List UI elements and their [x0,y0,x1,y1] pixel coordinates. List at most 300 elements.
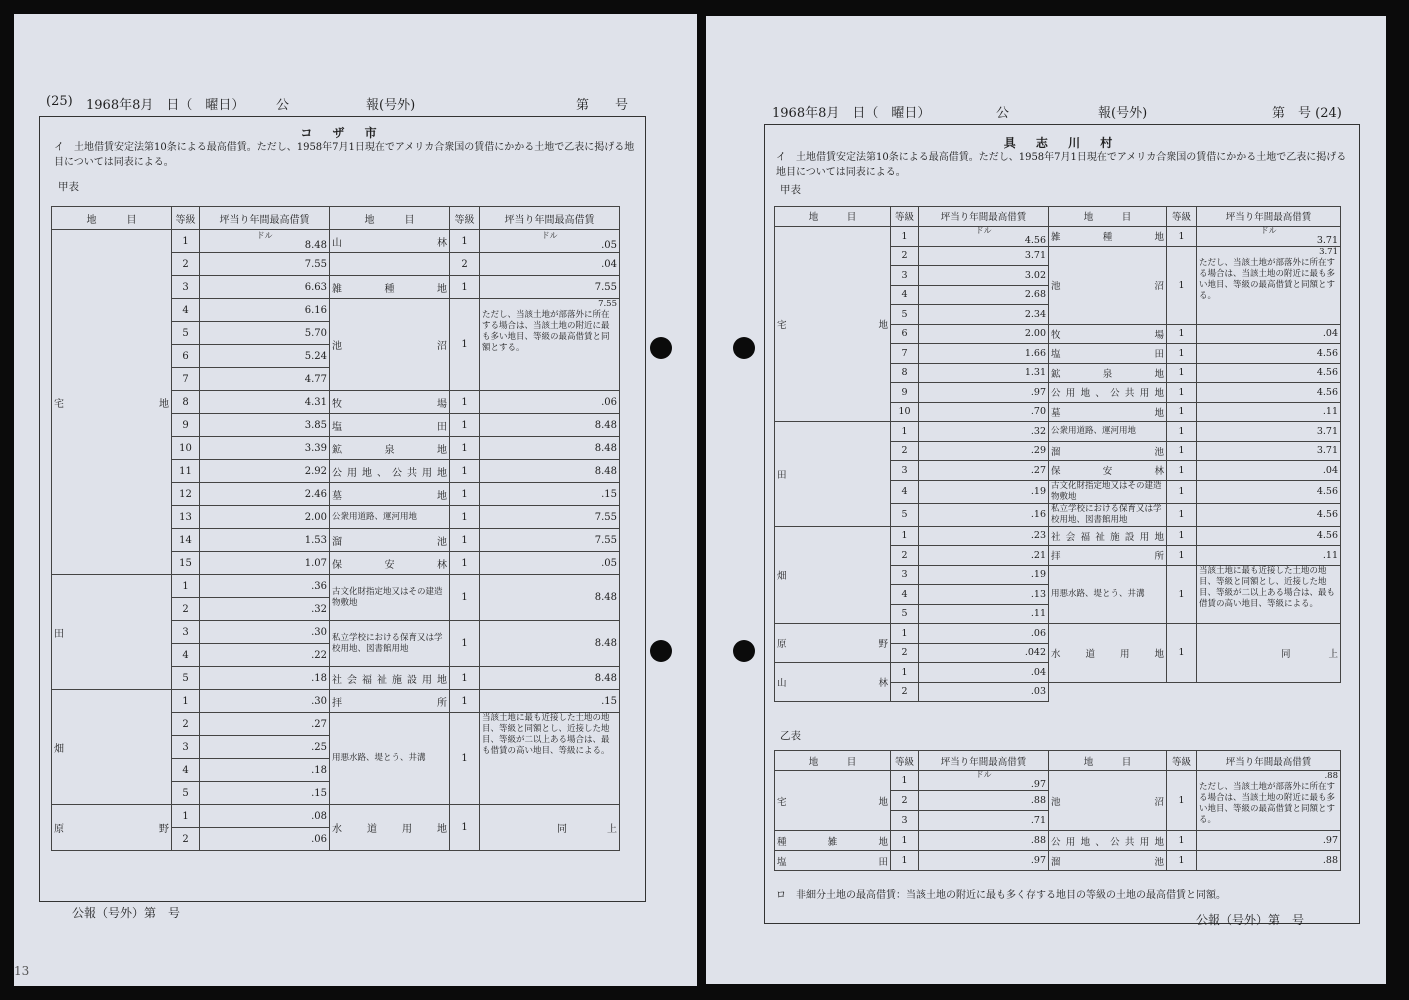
grade-cell: 1 [891,831,919,851]
table-row [775,831,1341,851]
rent-value-cell [200,483,330,506]
grade-cell: 4 [891,480,919,503]
right-land-name: 社会福祉施設用地 [1049,526,1167,546]
grade-cell: 1 [891,422,919,442]
right-header-hou: 報(号外) [1098,106,1148,121]
grade-cell: 2 [172,598,200,621]
left-footer: 公報（号外）第 号 [72,906,181,920]
right-land-name: 公衆用道路、運河用地 [330,506,450,529]
right-grade: 1 [450,299,480,391]
rent-value: .32 [311,603,327,615]
rent-value: .36 [311,580,327,592]
rent-value: .30 [311,695,327,707]
table-row [775,422,1341,442]
rent-value: 6.63 [304,281,327,293]
rent-value-cell [200,299,330,322]
land-category: 原 野 [52,805,172,851]
right-land-name: 墓 地 [1049,402,1167,422]
right-rent-cell [1197,624,1341,683]
right-grade: 1 [450,483,480,506]
grade-cell: 2 [172,713,200,736]
left-intro: イ 土地借賃安定法第10条による最高借賃。ただし、1958年7月1日現在でアメリカ合衆国の賃借にかかる土地で乙表に掲げる地目については同表による。 [54,142,635,168]
rent-value: .22 [311,649,327,661]
right-rent-cell [1197,503,1341,526]
rent-value: 2.00 [304,511,327,523]
right-rent-cell [480,276,620,299]
rent-value-cell [200,759,330,782]
right-grade: 1 [1167,771,1197,831]
land-category: 宅 地 [775,771,891,831]
rent-value-cell [919,480,1049,503]
rent-value: .27 [311,718,327,730]
right-rent-cell [1197,422,1341,442]
table-row [775,851,1341,871]
right-rent-value: .97 [1322,835,1338,846]
right-rent-value: 同 上 [557,824,617,835]
land-category: 原 野 [775,624,891,663]
right-grade: 1 [450,414,480,437]
rent-value: .03 [1030,686,1046,698]
left-header-date: 1968年8月 日（ 曜日） [86,98,245,113]
right-grade: 1 [1167,344,1197,364]
column-header: 地 目 [330,207,450,230]
right-grade: 1 [450,506,480,529]
rent-value-cell [919,546,1049,566]
right-land-name: 拝 所 [330,690,450,713]
binder-hole [733,337,755,359]
rent-value-cell [200,621,330,644]
rent-value: .16 [1030,509,1046,520]
grade-cell: 5 [891,305,919,325]
rent-value: 4.77 [304,373,327,385]
right-page [706,16,1386,984]
table-header-row [52,207,620,230]
unit-label: ドル [256,230,273,240]
rent-value: 3.85 [304,419,327,431]
grade-cell: 10 [891,402,919,422]
unit-label: ドル [1260,225,1277,235]
right-rent-value: 4.56 [1316,386,1338,398]
right-land-name: 公用地、公共用地 [1049,831,1167,851]
column-header: 地 目 [52,207,172,230]
right-rent-value: 3.71 [1319,246,1338,257]
right-land-name: 池 沼 [1049,246,1167,324]
land-category: 宅 地 [775,226,891,422]
right-grade: 1 [450,230,480,253]
rent-value-cell [919,246,1049,266]
land-category: 田 [52,575,172,690]
right-grade: 1 [450,552,480,575]
right-rent-value: 7.55 [594,281,617,293]
column-header: 坪当り年間最高借賃 [1197,751,1341,771]
rent-value: .21 [1030,549,1046,561]
right-rent-cell [480,690,620,713]
grade-cell: 3 [172,276,200,299]
right-rent-cell [1197,363,1341,383]
right-grade: 1 [1167,363,1197,383]
rent-value: 2.92 [304,465,327,477]
column-header: 坪当り年間最高借賃 [919,207,1049,227]
right-village-title: 具 志 川 村 [1003,136,1121,150]
right-grade: 1 [1167,226,1197,246]
right-rent-note: 当該土地に最も近接した土地の地目、等級と同額とし、近接した地目、等級が二以上ある場合は、最も借賃の高い地目、等級による。 [482,713,610,756]
table-row [775,624,1341,644]
rent-value-cell [200,575,330,598]
rent-value: 3.71 [1024,250,1046,262]
column-header: 等級 [1167,751,1197,771]
right-rent-cell [480,253,620,276]
grade-cell: 5 [891,503,919,526]
right-grade: 1 [1167,526,1197,546]
right-grade: 1 [450,690,480,713]
rent-value-cell [919,402,1049,422]
right-rent-value: 8.48 [594,672,617,684]
land-category: 塩 田 [775,851,891,871]
right-land-name: 拝 所 [1049,546,1167,566]
rent-value: .15 [311,787,327,799]
rent-value-cell [200,276,330,299]
grade-cell: 1 [891,851,919,871]
rent-value: .06 [1030,627,1046,639]
rent-value-cell [919,624,1049,644]
grade-cell: 13 [172,506,200,529]
grade-cell: 1 [891,771,919,791]
right-land-name: 鉱 泉 地 [1049,363,1167,383]
rent-value-cell [200,782,330,805]
right-rent-value: 8.48 [594,638,617,649]
right-land-name: 保 安 林 [1049,461,1167,481]
rent-value: .18 [311,672,327,684]
right-land-name: 用悪水路、堤とう、井溝 [1049,565,1167,624]
column-header: 地 目 [1049,751,1167,771]
grade-cell: 1 [891,526,919,546]
rent-value: 5.24 [304,350,327,362]
right-rent-cell [1197,383,1341,403]
table-row [775,226,1341,246]
grade-cell: 1 [172,575,200,598]
rent-value: .32 [1030,425,1046,437]
right-rent-value: 4.56 [1316,509,1338,520]
rent-value: 6.16 [304,304,327,316]
rent-value: 4.56 [1024,234,1046,246]
rent-value-cell [919,305,1049,325]
right-rent-value: 8.48 [594,419,617,431]
grade-cell: 3 [891,811,919,831]
grade-cell: 3 [891,461,919,481]
right-rent-cell [1197,402,1341,422]
rent-value-cell [200,736,330,759]
right-rent-value: 8.48 [594,442,617,454]
right-grade: 1 [450,529,480,552]
right-land-name: 雑 種 地 [1049,226,1167,246]
rent-value: .19 [1030,486,1046,497]
rent-value-cell [919,565,1049,585]
rent-value: .30 [311,626,327,638]
rent-value-cell [919,461,1049,481]
column-header: 等級 [891,751,919,771]
column-header: 等級 [172,207,200,230]
right-land-name: 水 道 用 地 [330,805,450,851]
binder-hole [733,640,755,662]
right-rent-cell [480,460,620,483]
right-rent-cell [480,414,620,437]
grade-cell: 1 [172,230,200,253]
right-grade: 1 [1167,624,1197,683]
grade-cell: 4 [891,585,919,605]
grade-cell: 9 [891,383,919,403]
right-grade: 1 [450,276,480,299]
right-rent-note: ただし、当該土地が部落外に所在する場合は、当該土地の附近に最も多い地目、等級の最高借賃と同額とする。 [482,310,610,353]
right-rent-cell [480,713,620,805]
right-rent-cell [1197,831,1341,851]
table-row [52,230,620,253]
left-sub-label: 甲表 [58,181,79,193]
rent-value: 7.55 [304,258,327,270]
grade-cell: 8 [891,363,919,383]
right-grade: 1 [450,621,480,667]
right-rent-cell [1197,480,1341,503]
right-rent-value: .04 [1322,328,1338,340]
rent-value: .27 [1030,464,1046,476]
right-grade: 1 [1167,546,1197,566]
unit-label: ドル [975,770,992,779]
right-otsu-table [774,750,1341,871]
rent-value-cell [919,503,1049,526]
right-grade: 1 [450,805,480,851]
table-header-row [775,751,1341,771]
right-rent-cell [1197,526,1341,546]
right-rent-value: .11 [1322,549,1338,561]
table-row [52,690,620,713]
rent-value: .70 [1030,406,1046,418]
rent-value-cell [200,253,330,276]
grade-cell: 1 [172,805,200,828]
right-land-name: 塩 田 [1049,344,1167,364]
rent-value: 1.31 [1024,367,1046,379]
right-rent-cell [1197,851,1341,871]
rent-value-cell [200,230,330,253]
grade-cell: 2 [891,546,919,566]
right-grade: 1 [1167,422,1197,442]
right-land-name: 用悪水路、堤とう、井溝 [330,713,450,805]
rent-value-cell [200,460,330,483]
rent-value: .23 [1030,530,1046,542]
right-rent-cell [480,391,620,414]
grade-cell: 5 [172,322,200,345]
right-land-name: 牧 場 [330,391,450,414]
right-rent-value: 3.71 [1316,234,1338,246]
grade-cell: 4 [172,299,200,322]
column-header: 地 目 [1049,207,1167,227]
right-rent-value: 7.55 [594,534,617,546]
rent-value: .08 [311,810,327,822]
right-land-name: 古文化財指定地又はその建造物敷地 [1049,480,1167,503]
column-header: 地 目 [775,751,891,771]
right-rent-value: 7.55 [598,299,617,309]
rent-value: .88 [1030,795,1046,806]
right-rent-note: ただし、当該土地が部落外に所在する場合は、当該土地の附近に最も多い地目、等級の最高借賃と同額とする。 [1199,782,1336,825]
right-rent-value: 3.71 [1316,445,1338,457]
right-grade: 1 [450,437,480,460]
rent-value-cell [200,506,330,529]
land-category: 田 [775,422,891,527]
left-city-title: コ ザ 市 [300,126,385,140]
left-header-kou: 公 [276,98,290,113]
right-rent-value: 4.56 [1316,486,1338,497]
rent-value-cell [919,344,1049,364]
rent-value: .88 [1030,835,1046,846]
rent-value-cell [919,266,1049,286]
rent-value: .19 [1030,569,1046,581]
right-land-name: 古文化財指定地又はその建造物敷地 [330,575,450,621]
right-footer: 公報（号外）第 号 [1196,913,1305,927]
rent-value-cell [919,791,1049,811]
left-header-hou: 報(号外) [366,98,416,113]
rent-value-cell [919,604,1049,624]
grade-cell: 3 [172,621,200,644]
right-land-name: 公用地、公共用地 [1049,383,1167,403]
left-kou-table [51,206,620,851]
right-rent-cell [1197,771,1341,831]
left-edge-mark: 13 [14,964,30,978]
right-rent-note: 当該土地に最も近接した土地の地目、等級と同額とし、近接した地目、等級が二以上ある場合は、最も借賃の高い地目、等級による。 [1199,565,1336,609]
right-grade: 1 [1167,565,1197,624]
rent-value-cell [919,441,1049,461]
table-row [775,526,1341,546]
right-rent-value: .05 [601,557,617,569]
right-land-name: 雑 種 地 [330,276,450,299]
right-rent-cell [1197,565,1341,624]
right-land-name: 鉱 泉 地 [330,437,450,460]
rent-value: .11 [1030,608,1046,620]
right-sub-label: 甲表 [780,184,801,196]
grade-cell: 2 [172,828,200,851]
right-grade: 1 [450,460,480,483]
right-rent-value: .04 [1322,464,1338,476]
right-land-name: 水 道 用 地 [1049,624,1167,683]
grade-cell: 2 [891,246,919,266]
right-grade: 1 [1167,246,1197,324]
right-land-name: 私立学校における保育又は学校用地、図書館用地 [1049,503,1167,526]
rent-value-cell [919,851,1049,871]
rent-value: .97 [1030,855,1046,866]
rent-value: .13 [1030,588,1046,600]
right-grade: 1 [1167,831,1197,851]
land-category: 山 林 [775,663,891,702]
rent-value-cell [200,667,330,690]
binder-hole [650,640,672,662]
rent-value: .29 [1030,445,1046,457]
column-header: 等級 [1167,207,1197,227]
right-land-name: 溜 池 [1049,851,1167,871]
right-grade: 1 [450,667,480,690]
rent-value: .71 [1030,815,1046,826]
right-rent-cell [480,506,620,529]
rent-value-cell [919,831,1049,851]
rent-value-cell [200,414,330,437]
right-rent-value: .15 [601,488,617,500]
grade-cell: 2 [891,682,919,702]
right-rent-cell [480,575,620,621]
land-category: 種 雑 地 [775,831,891,851]
rent-value-cell [919,226,1049,246]
right-land-name: 保 安 林 [330,552,450,575]
right-land-name: 公用地、公共用地 [330,460,450,483]
right-otsu-label: 乙表 [780,730,801,742]
right-rent-value: 4.56 [1316,367,1338,379]
right-rent-value: 7.55 [594,511,617,523]
column-header: 等級 [450,207,480,230]
rent-value-cell [919,663,1049,683]
column-header: 坪当り年間最高借賃 [200,207,330,230]
table-header-row [775,207,1341,227]
right-rent-value: .15 [601,695,617,707]
rent-value: 1.07 [304,557,327,569]
right-rent-cell [480,621,620,667]
rent-value-cell [200,690,330,713]
rent-value: .04 [1030,666,1046,678]
grade-cell: 3 [891,266,919,286]
rent-value-cell [200,713,330,736]
right-rent-cell [480,529,620,552]
rent-value-cell [200,322,330,345]
right-intro: イ 土地借賃安定法第10条による最高借賃。ただし、1958年7月1日現在でアメリカ合衆国の賃借にかかる土地で乙表に掲げる地目については同表による。 [776,152,1347,178]
grade-cell: 1 [891,226,919,246]
rent-value-cell [919,526,1049,546]
rent-value: 5.70 [304,327,327,339]
rent-value-cell [200,437,330,460]
right-rent-cell [1197,461,1341,481]
column-header: 地 目 [775,207,891,227]
rent-value-cell [200,805,330,828]
right-rent-value: .88 [1322,855,1338,866]
table-row [775,771,1341,791]
left-header-page: (25) [46,94,73,109]
rent-value-cell [200,644,330,667]
grade-cell: 1 [172,690,200,713]
right-rent-value: .11 [1322,406,1338,418]
grade-cell: 3 [172,736,200,759]
column-header: 坪当り年間最高借賃 [480,207,620,230]
right-land-name: 池 沼 [330,299,450,391]
grade-cell: 1 [891,663,919,683]
right-grade: 1 [1167,441,1197,461]
right-grade: 1 [450,391,480,414]
rent-value: .97 [1030,386,1046,398]
right-header-number: 第 号 (24) [1272,106,1342,121]
rent-value-cell [919,383,1049,403]
grade-cell: 2 [891,441,919,461]
land-category: 畑 [775,526,891,624]
right-grade: 1 [1167,402,1197,422]
grade-cell: 4 [891,285,919,305]
grade-cell: 2 [891,643,919,663]
grade-cell: 12 [172,483,200,506]
grade-cell: 5 [172,667,200,690]
right-ro-note: ロ 非細分土地の最高借賃：当該土地の附近に最も多く存する地目の等級の土地の最高借賃と同額。 [776,890,1226,901]
rent-value-cell [200,598,330,621]
grade-cell: 4 [172,644,200,667]
grade-cell: 15 [172,552,200,575]
rent-value-cell [200,828,330,851]
grade-cell: 7 [891,344,919,364]
grade-cell: 3 [891,565,919,585]
rent-value: 2.68 [1024,289,1046,301]
right-header-date: 1968年8月 日（ 曜日） [772,106,931,121]
grade-cell: 6 [172,345,200,368]
unit-label: ドル [975,225,992,235]
rent-value-cell [200,368,330,391]
